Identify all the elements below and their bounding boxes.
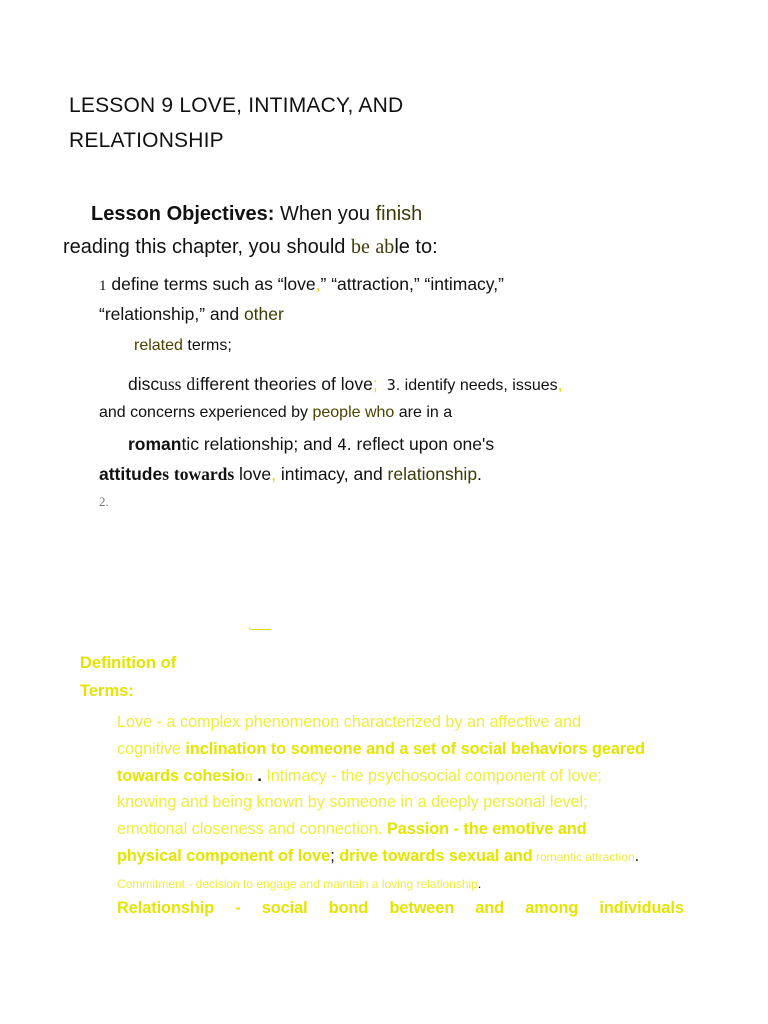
definition-word: between <box>389 899 455 917</box>
objectives-intro-line1 <box>91 203 422 226</box>
objective-4-period: . <box>477 464 482 484</box>
intro-be: be <box>350 236 370 258</box>
objective-2-semicolon: ; <box>372 374 378 394</box>
intro-text: reading this chapter, you should <box>63 236 351 258</box>
definition-intimacy-line2: knowing and being known by someone in a deeply personal level; <box>117 793 588 811</box>
objective-1-terms: terms; <box>182 337 232 354</box>
objective-3-roman: roman <box>128 434 182 454</box>
objective-4-line2 <box>99 464 482 485</box>
definition-commitment-text: Commitment - decision to engage and maintain a loving relationship <box>117 877 478 891</box>
definition-word: bond <box>328 899 369 917</box>
objective-4-s: s <box>162 464 170 484</box>
definition-dot: . <box>252 767 262 785</box>
objective-1-relationship: “relationship, <box>99 304 200 324</box>
objective-3-concerns: and concerns experienced by <box>99 404 313 421</box>
objective-3-are-in-a: are in a <box>394 404 453 421</box>
definition-semicolon: ; <box>330 847 340 865</box>
objective-1-other: other <box>243 304 284 324</box>
objective-4-comma: , <box>271 464 277 484</box>
definition-commitment <box>117 877 481 891</box>
objective-3-comma: , <box>557 374 563 394</box>
objective-3-text: . identify needs, issues <box>395 377 558 394</box>
definition-love-line3 <box>117 767 602 786</box>
definition-physical-component: physical component of love <box>117 847 331 865</box>
definition-word: Relationship <box>117 899 215 917</box>
definition-romantic-attraction: romantic attraction <box>532 850 635 864</box>
definition-relationship <box>117 899 684 918</box>
objective-1-and: ” and <box>199 304 244 324</box>
objective-4-text: . reflect upon one's <box>346 434 495 454</box>
objective-4-line1 <box>128 434 494 455</box>
objective-4-intimacy: intimacy, and <box>276 464 388 484</box>
objective-2-text: fferent theories of love <box>200 374 373 394</box>
definition-word: social <box>261 899 308 917</box>
objective-1-comma: , <box>315 274 321 294</box>
objectives-intro-line2 <box>63 236 438 259</box>
definition-word: and <box>475 899 505 917</box>
definitions-heading-line1: Definition of <box>80 654 177 672</box>
stray-number: 2. <box>99 494 109 509</box>
lesson-title-line2: RELATIONSHIP <box>69 129 224 152</box>
objective-1-line2 <box>99 304 284 325</box>
objective-4-love: love <box>234 464 272 484</box>
definition-n: n <box>244 767 253 785</box>
definition-drive: drive towards sexual and <box>339 847 533 865</box>
definition-love-line2 <box>117 740 645 759</box>
objective-1-number: 1 <box>99 278 107 294</box>
definition-commitment-period: . <box>477 877 482 891</box>
objective-3-line2 <box>99 404 452 422</box>
objective-4-number: 4 <box>337 435 347 454</box>
objective-1-text: define terms such as “love <box>106 274 316 294</box>
objective-4-attitude: attitude <box>99 464 163 484</box>
intro-ab: ab <box>375 236 395 258</box>
objective-1-related: related <box>134 337 183 354</box>
definition-word: individuals <box>599 899 684 917</box>
objective-2-di: di <box>186 374 200 394</box>
objectives-intro-text: When you <box>274 203 376 225</box>
objective-1-line1 <box>99 274 504 295</box>
definition-towards-cohesion: towards cohesio <box>117 767 245 785</box>
definition-love-line1: Love - a complex phenomenon characterized by an affective and <box>117 713 582 731</box>
lesson-title-line1: LESSON 9 LOVE, INTIMACY, AND <box>69 94 404 117</box>
objective-4-towards: towards <box>173 464 235 484</box>
objective-2-disc: disc <box>128 374 160 394</box>
objective-3-people-who: people who <box>312 404 395 421</box>
objectives-intro-finish: finish <box>375 203 423 225</box>
objective-4-relationship: relationship <box>387 464 478 484</box>
definition-cognitive: cognitive <box>117 740 186 758</box>
definition-intimacy: Intimacy - the psychosocial component of love; <box>261 767 602 785</box>
definition-word: - <box>235 899 241 917</box>
objective-3-tic-relationship: tic relationship; and <box>181 434 338 454</box>
objectives-heading: Lesson Objectives: <box>91 203 275 225</box>
objective-1-line3 <box>134 337 232 355</box>
objective-2-line1 <box>128 374 563 395</box>
definition-passion-line2 <box>117 847 639 866</box>
definition-emotional-closeness: emotional closeness and connection. <box>117 820 387 838</box>
objective-3-number: 3 <box>377 376 396 394</box>
intro-le-to: le to: <box>394 236 438 258</box>
definition-word: among <box>525 899 579 917</box>
objective-1-text-b: ” “attraction,” “intimacy,” <box>320 274 504 294</box>
decorative-dash-mark <box>247 622 271 632</box>
definition-period: . <box>634 847 640 865</box>
definition-passion: Passion - the emotive and <box>386 820 587 838</box>
definition-passion-line1 <box>117 820 587 839</box>
definition-inclination: inclination to someone and a set of social behaviors geared <box>185 740 646 758</box>
definitions-heading-line2: Terms: <box>80 682 134 700</box>
objective-2-uss: uss <box>159 374 182 394</box>
